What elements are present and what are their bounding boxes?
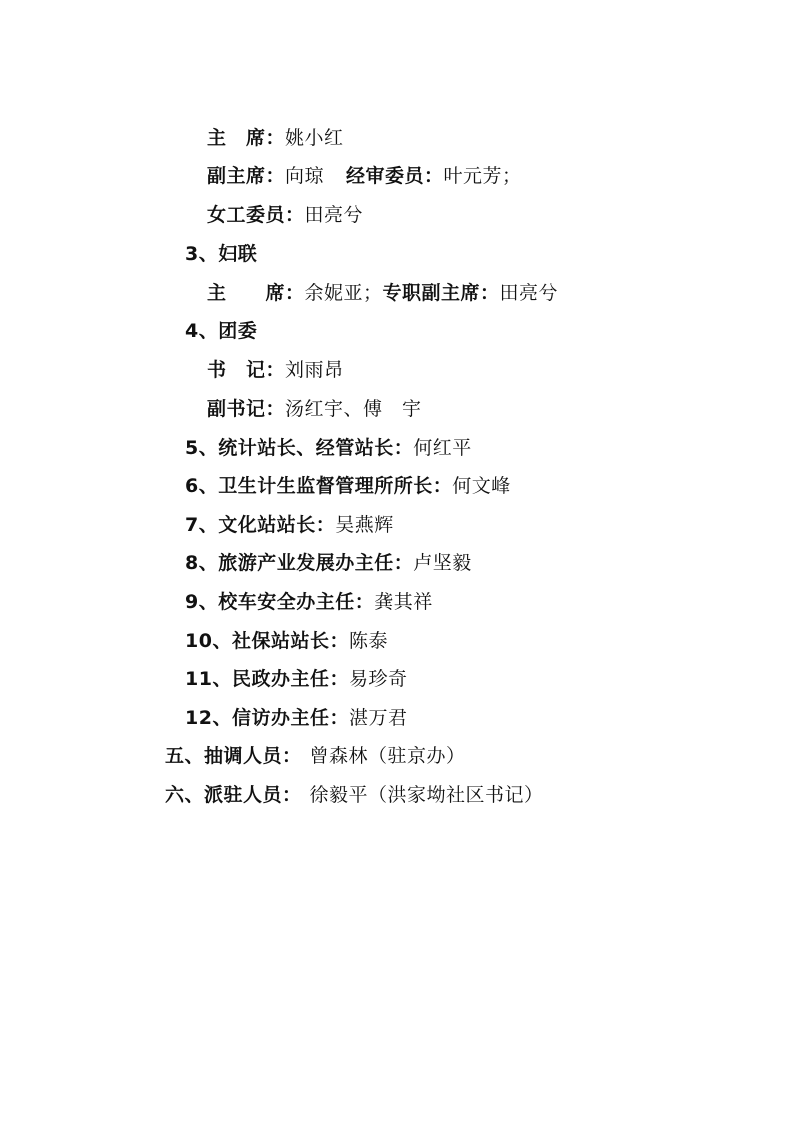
- youth-league-label: 4、团委: [185, 320, 258, 342]
- union-vice-chair-label: 副主席：: [207, 165, 286, 187]
- womens-federation-heading: [185, 240, 257, 268]
- petitions-office-line: [185, 704, 407, 732]
- culture-station-label: 7、文化站站长：: [185, 514, 336, 536]
- league-deputy-secretary-line: [207, 395, 422, 423]
- youth-league-heading: [185, 317, 257, 345]
- union-chair-line: [207, 124, 344, 152]
- tourism-office-name: 卢坚毅: [413, 552, 472, 574]
- league-deputy-secretary-label: 副书记：: [207, 398, 286, 420]
- union-vice-chair-name: 向琼: [285, 165, 325, 187]
- health-supervision-line: [185, 472, 511, 500]
- seconded-staff-label: 五、抽调人员：: [165, 745, 302, 767]
- union-chair-label: 主 席：: [207, 127, 286, 149]
- statistics-station-line: [185, 434, 472, 462]
- women-worker-member-name: 田亮兮: [304, 204, 364, 226]
- civil-affairs-label: 11、民政办主任：: [185, 668, 349, 690]
- audit-member-label: 经审委员：: [346, 165, 444, 187]
- culture-station-line: [185, 511, 394, 539]
- womens-federation-label: 3、妇联: [185, 243, 258, 265]
- union-vice-chair-line: [207, 162, 522, 190]
- union-chair-name: 姚小红: [285, 127, 344, 149]
- league-secretary-line: [207, 356, 344, 384]
- social-security-name: 陈泰: [348, 630, 388, 652]
- social-security-line: [185, 627, 388, 655]
- tourism-office-line: [185, 549, 472, 577]
- stationed-staff-line: [165, 781, 544, 809]
- stationed-staff-label: 六、派驻人员：: [165, 784, 302, 806]
- petitions-office-name: 湛万君: [348, 707, 408, 729]
- culture-station-name: 吴燕辉: [335, 514, 394, 536]
- health-supervision-name: 何文峰: [452, 475, 511, 497]
- school-bus-office-name: 龚其祥: [374, 591, 433, 613]
- statistics-station-label: 5、统计站长、经管站长：: [185, 437, 414, 459]
- civil-affairs-name: 易珍奇: [348, 668, 408, 690]
- health-supervision-label: 6、卫生计生监督管理所所长：: [185, 475, 453, 497]
- school-bus-office-line: [185, 588, 433, 616]
- seconded-staff-name: 曾森林（驻京办）: [309, 745, 466, 767]
- league-secretary-name: 刘雨昂: [285, 359, 344, 381]
- womens-federation-chair-line: [207, 279, 558, 307]
- petitions-office-label: 12、信访办主任：: [185, 707, 349, 729]
- civil-affairs-line: [185, 665, 407, 693]
- league-deputy-secretary-name: 汤红宇、傅 宇: [285, 398, 422, 420]
- social-security-label: 10、社保站站长：: [185, 630, 349, 652]
- women-worker-member-line: [207, 201, 363, 229]
- audit-member-name: 叶元芳；: [443, 165, 522, 187]
- full-time-vice-chair-name: 田亮兮: [499, 282, 559, 304]
- tourism-office-label: 8、旅游产业发展办主任：: [185, 552, 414, 574]
- seconded-staff-line: [165, 742, 466, 770]
- stationed-staff-name: 徐毅平（洪家坳社区书记）: [309, 784, 544, 806]
- womens-federation-chair-label: 主 席：: [207, 282, 305, 304]
- full-time-vice-chair-label: 专职副主席：: [382, 282, 500, 304]
- league-secretary-label: 书 记：: [207, 359, 286, 381]
- womens-federation-chair-name: 余妮亚；: [304, 282, 383, 304]
- statistics-station-name: 何红平: [413, 437, 472, 459]
- women-worker-member-label: 女工委员：: [207, 204, 305, 226]
- school-bus-office-label: 9、校车安全办主任：: [185, 591, 375, 613]
